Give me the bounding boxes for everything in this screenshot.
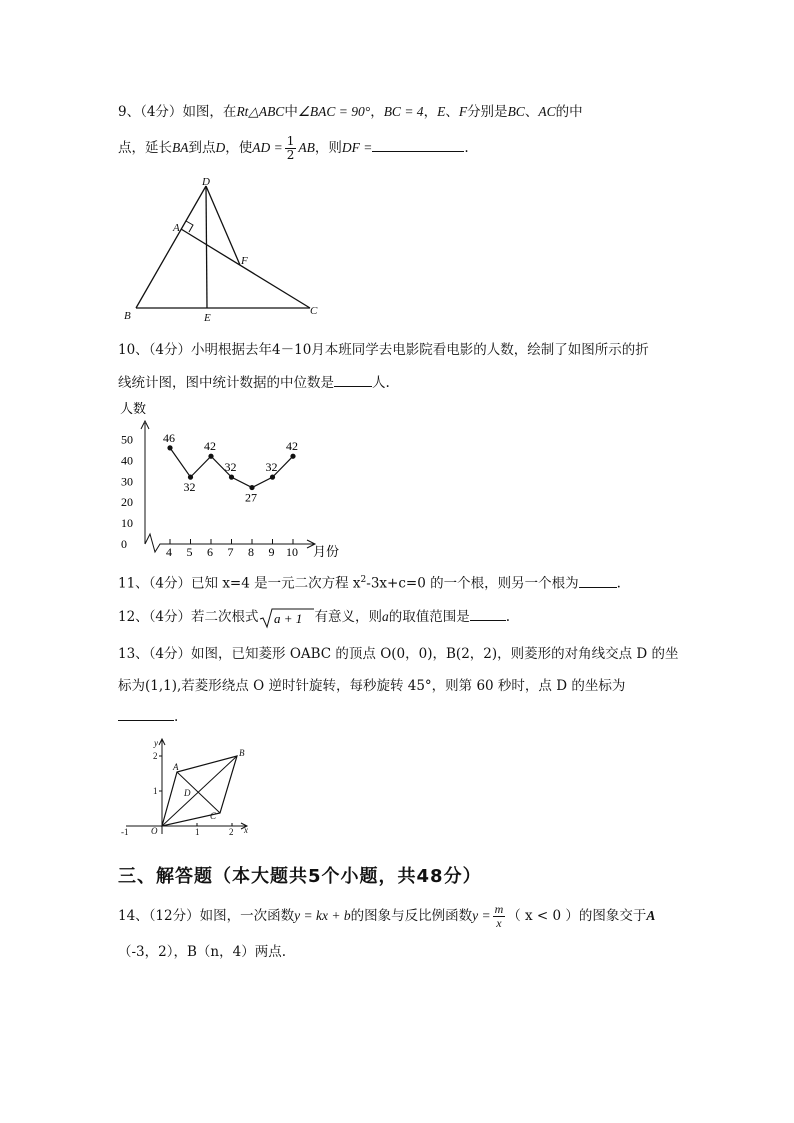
q13-text: 标为(1,1),若菱形绕点 O 逆时针旋转，每秒旋转 45°，则第 60 秒时，点 D 的坐标为 [118, 678, 626, 694]
line-de [206, 186, 207, 308]
label-a: A [173, 762, 179, 772]
q10-answer-blank[interactable] [334, 372, 372, 387]
q9-line1 [118, 102, 583, 122]
q11-line [118, 570, 621, 594]
q12-answer-blank[interactable] [470, 606, 506, 621]
q13-line1 [118, 644, 679, 664]
q9-ad-eq: AD = [252, 140, 283, 155]
tick-label-x2: 2 [229, 827, 234, 837]
q12-text: 的取值范围是 [388, 609, 470, 625]
q9-angle-condition: ∠BAC = 90° [297, 104, 371, 119]
data-point [249, 485, 254, 490]
line-df [206, 186, 240, 265]
q9-bc-condition: BC = 4 [383, 104, 424, 119]
q14-frac-den: x [496, 916, 502, 930]
q13-line2 [118, 676, 625, 696]
q12-var: a [382, 609, 389, 624]
right-angle-mark [186, 221, 193, 232]
x-tick-label: 8 [248, 545, 254, 559]
line-ac [181, 229, 310, 308]
q14-score: （12分） [148, 908, 200, 924]
q10-text: 小明根据去年4－10月本班同学去电影院看电影的人数，绘制了如图所示的折 [191, 342, 649, 358]
q10-score: （4分） [148, 342, 192, 358]
q9-bc: BC [507, 104, 525, 119]
data-point [270, 475, 275, 480]
q10-number: 10、 [118, 342, 149, 358]
q11-number: 11、 [118, 575, 149, 592]
q13-text: 如图，已知菱形 OABC 的顶点 O(0，0)，B(2，2)，则菱形的对角线交点 D 的坐 [191, 646, 679, 662]
q13-rhombus-figure [118, 736, 258, 840]
q14-line2 [118, 942, 286, 962]
q14-y-eq: y = [472, 908, 491, 923]
q12-radicand: a + 1 [273, 610, 302, 626]
x-tick-label: 7 [227, 545, 234, 559]
label-d: D [184, 788, 191, 798]
x-tick-label: 10 [286, 545, 298, 559]
y-tick-label: 50 [121, 432, 133, 447]
q14-text: 的图象交于 [578, 908, 647, 924]
q9-line2 [118, 134, 469, 162]
q9-text: . [464, 140, 469, 156]
label-c: C [310, 305, 318, 317]
q9-text: 、 [445, 104, 459, 120]
q14-text: （-3，2），B（n，4）两点. [118, 944, 286, 960]
x-axis-label: 月份 [313, 545, 340, 560]
q13-line3 [118, 706, 178, 727]
label-a: A [173, 222, 180, 234]
y-tick-label: 20 [121, 495, 133, 510]
q12-number: 12、 [118, 609, 149, 625]
data-label: 32 [265, 460, 278, 475]
q9-d: D [215, 140, 226, 155]
q9-text: ，则 [314, 140, 342, 156]
q9-ac: AC [538, 104, 556, 119]
q11-text: . [616, 575, 621, 592]
data-label: 32 [183, 480, 196, 495]
q12-text: 有意义，则 [314, 609, 383, 625]
label-d: D [202, 176, 210, 188]
q14-text: 的图象与反比例函数 [350, 908, 473, 924]
label-x: x [244, 825, 248, 835]
q9-text: ，使 [225, 140, 253, 156]
q11-text: 已知 x=4 是一元二次方程 x [191, 575, 361, 592]
q9-df-eq: DF = [341, 140, 373, 155]
label-b: B [124, 310, 131, 322]
q11-superscript: 2 [360, 575, 367, 585]
q9-text: 点，延长 [118, 140, 172, 156]
q14-point-a: A [646, 908, 656, 923]
x-tick-label: 9 [268, 545, 275, 559]
q9-triangle-figure [118, 176, 338, 326]
q9-text: ， [423, 104, 438, 120]
data-point [188, 475, 193, 480]
data-label: 32 [224, 460, 237, 475]
q11-answer-blank[interactable] [579, 573, 617, 588]
q9-frac-den: 2 [286, 148, 295, 162]
q9-ab: AB [298, 140, 315, 155]
q14-line1 [118, 902, 655, 930]
data-point [290, 454, 295, 459]
q12-line [118, 606, 510, 629]
q9-text: 中 [284, 104, 298, 120]
tick-label-x1: 1 [195, 827, 200, 837]
tick-label-y2: 2 [153, 751, 158, 761]
y-tick-label: 10 [121, 516, 133, 531]
q13-score: （4分） [148, 646, 192, 662]
q9-number: 9、 [118, 104, 141, 120]
data-label: 42 [286, 439, 298, 454]
y-tick-label: 40 [121, 453, 133, 468]
x-tick-label: 4 [166, 545, 172, 559]
label-e: E [204, 312, 211, 324]
q9-text: 分别是 [467, 104, 508, 120]
q14-condition: （ x < 0 ） [507, 908, 579, 924]
q13-number: 13、 [118, 646, 149, 662]
q13-text: . [174, 709, 179, 725]
line-bd [136, 186, 206, 308]
data-point [208, 454, 213, 459]
q10-line2 [118, 372, 390, 393]
q14-linear-function: y = kx + b [294, 908, 351, 923]
q14-number: 14、 [118, 908, 149, 924]
q9-score: （4分） [140, 104, 183, 120]
y-tick-label: 0 [121, 537, 127, 551]
q14-fraction [493, 903, 506, 930]
q9-text: 如图，在 [182, 104, 237, 120]
tick-label-y1: 1 [153, 786, 158, 796]
y-axis-label: 人数 [120, 402, 147, 417]
q9-fraction [285, 135, 297, 162]
x-tick-label: 6 [207, 545, 213, 559]
q12-text: 若二次根式 [191, 609, 259, 625]
q13-answer-blank[interactable] [118, 706, 174, 721]
y-tick-label: 30 [121, 474, 133, 489]
section-3-heading: 三、解答题（本大题共5个小题，共48分） [118, 866, 482, 887]
data-label: 46 [163, 430, 175, 445]
q10-text: 人. [372, 375, 390, 391]
label-y: y [154, 738, 158, 748]
q9-answer-blank[interactable] [372, 137, 464, 152]
q9-rt-triangle: Rt△ABC [236, 104, 285, 119]
q9-text: 到点 [188, 140, 216, 156]
x-tick-label: 5 [186, 545, 193, 559]
q10-line-chart [112, 398, 352, 560]
q11-text: -3x+c=0 的一个根，则另一个根为 [366, 575, 579, 592]
q9-text: 的中 [555, 104, 583, 120]
data-label: 42 [204, 439, 216, 454]
label-f: F [241, 255, 248, 267]
q9-ba: BA [172, 140, 189, 155]
data-label: 27 [245, 490, 257, 505]
q12-sqrt [259, 607, 315, 629]
label-c: C [210, 811, 217, 821]
q14-frac-num: m [494, 902, 504, 916]
label-b: B [239, 748, 245, 758]
q11-score: （4分） [148, 575, 192, 592]
q9-e: E [437, 104, 446, 119]
data-point [229, 475, 234, 480]
q9-text: 、 [524, 104, 539, 120]
q10-line1 [118, 340, 649, 360]
data-point [167, 445, 172, 450]
label-o: O [151, 826, 158, 836]
q10-text: 线统计图，图中统计数据的中位数是 [118, 375, 334, 391]
q12-score: （4分） [148, 609, 192, 625]
q9-f: F [458, 104, 468, 119]
q9-frac-num: 1 [286, 134, 295, 148]
q12-text: . [505, 609, 511, 625]
q14-text: 如图，一次函数 [199, 908, 295, 924]
tick-label-xm1: -1 [121, 827, 129, 837]
q9-text: ， [370, 104, 384, 120]
